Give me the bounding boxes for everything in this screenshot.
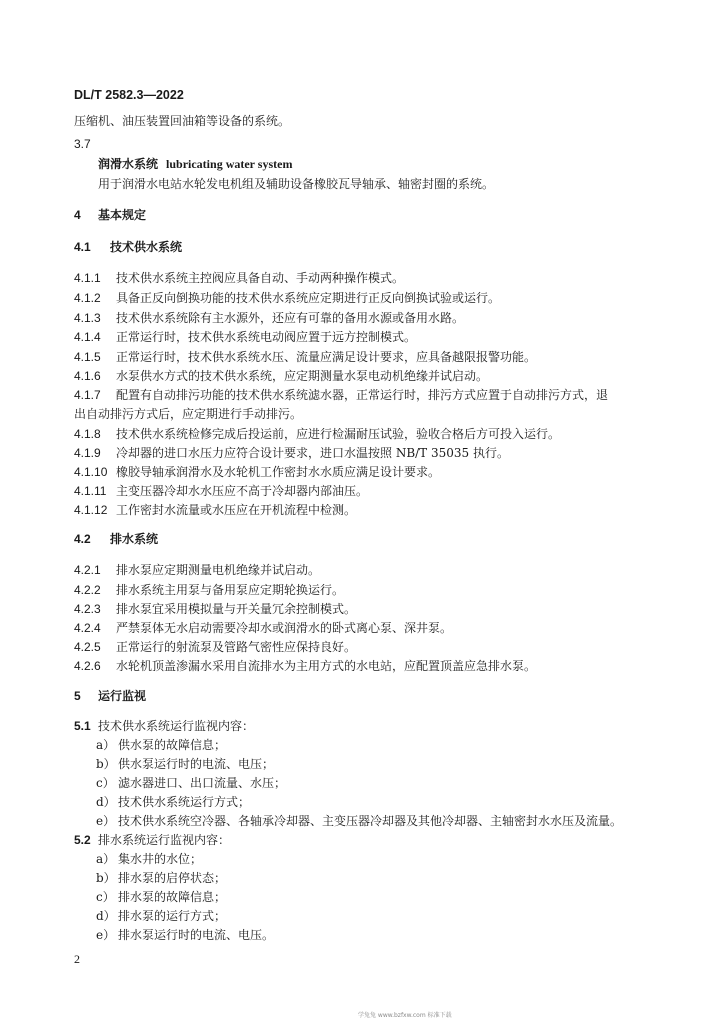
section-4-1-heading: 4.1 技术供水系统 bbox=[74, 240, 183, 254]
clause-4-1-10: 4.1.10 橡胶导轴承润滑水及水轮机工作密封水水质应满足设计要求。 bbox=[74, 465, 441, 479]
clause-4-1-4: 4.1.4 正常运行时，技术供水系统电动阀应置于远方控制模式。 bbox=[74, 330, 417, 344]
clause-4-1-1: 4.1.1 技术供水系统主控阀应具备自动、手动两种操作模式。 bbox=[74, 271, 405, 285]
clause-4-2-4: 4.2.4 严禁泵体无水启动需要冷却水或润滑水的卧式离心泵、深井泵。 bbox=[74, 621, 453, 635]
list-item: e） 技术供水系统空冷器、各轴承冷却器、主变压器冷却器及其他冷却器、主轴密封水水压及流量。 bbox=[96, 814, 623, 828]
list-item: b） 排水泵的启停状态； bbox=[96, 871, 227, 885]
clause-3-6-continuation: 压缩机、油压装置回油箱等设备的系统。 bbox=[74, 114, 291, 128]
list-item: c） 排水泵的故障信息； bbox=[96, 890, 227, 904]
list-item: a） 集水井的水位； bbox=[96, 852, 203, 866]
clause-3-7-definition: 用于润滑水电站水轮发电机组及辅助设备橡胶瓦导轴承、轴密封圈的系统。 bbox=[98, 177, 495, 191]
clause-4-1-8: 4.1.8 技术供水系统检修完成后投运前，应进行检漏耐压试验，验收合格后方可投入运行。 bbox=[74, 427, 561, 441]
footer-watermark: 学兔兔 www.bzfxw.com 标准下载 bbox=[358, 1012, 452, 1019]
clause-4-1-11: 4.1.11 主变压器冷却水水压应不高于冷却器内部油压。 bbox=[74, 484, 369, 498]
clause-4-2-6: 4.2.6 水轮机顶盖渗漏水采用自流排水为主用方式的水电站，应配置顶盖应急排水泵。 bbox=[74, 659, 537, 673]
list-item: d） 技术供水系统运行方式； bbox=[96, 795, 251, 809]
clause-4-1-2: 4.1.2 具备正反向倒换功能的技术供水系统应定期进行正反向倒换试验或运行。 bbox=[74, 291, 501, 305]
section-5-heading: 5 运行监视 bbox=[74, 689, 147, 703]
section-4-2-heading: 4.2 排水系统 bbox=[74, 532, 159, 546]
clause-4-1-3: 4.1.3 技术供水系统除有主水源外，还应有可靠的备用水源或备用水路。 bbox=[74, 311, 465, 325]
clause-4-1-6: 4.1.6 水泵供水方式的技术供水系统，应定期测量水泵电动机绝缘并试启动。 bbox=[74, 369, 489, 383]
list-item: a） 供水泵的故障信息； bbox=[96, 738, 227, 752]
section-5-1-heading: 5.1 技术供水系统运行监视内容： bbox=[74, 719, 255, 733]
page-number: 2 bbox=[74, 952, 80, 966]
term-chinese: 润滑水系统 bbox=[98, 157, 159, 171]
clause-4-2-2: 4.2.2 排水系统主用泵与备用泵应定期轮换运行。 bbox=[74, 583, 345, 597]
clause-3-7-number: 3.7 bbox=[74, 137, 91, 151]
clause-4-1-12: 4.1.12 工作密封水流量或水压应在开机流程中检测。 bbox=[74, 503, 357, 517]
doc-code-header: DL/T 2582.3—2022 bbox=[74, 88, 184, 102]
term-english: lubricating water system bbox=[166, 157, 293, 171]
clause-4-1-9: 4.1.9 冷却器的进口水压力应符合设计要求，进口水温按照 NB/T 35035 执行。 bbox=[74, 446, 509, 460]
clause-4-1-7-continuation: 出自动排污方式后，应定期进行手动排污。 bbox=[74, 407, 303, 421]
clause-4-2-5: 4.2.5 正常运行的射流泵及管路气密性应保持良好。 bbox=[74, 640, 357, 654]
clause-4-2-3: 4.2.3 排水泵宜采用模拟量与开关量冗余控制模式。 bbox=[74, 602, 357, 616]
clause-4-2-1: 4.2.1 排水泵应定期测量电机绝缘并试启动。 bbox=[74, 563, 321, 577]
section-4-heading: 4 基本规定 bbox=[74, 208, 147, 222]
clause-4-1-7: 4.1.7 配置有自动排污功能的技术供水系统滤水器，正常运行时，排污方式应置于自动排污方式，退 bbox=[74, 388, 609, 402]
list-item: b） 供水泵运行时的电流、电压； bbox=[96, 757, 275, 771]
clause-3-7-term bbox=[98, 157, 292, 171]
section-5-2-heading: 5.2 排水系统运行监视内容： bbox=[74, 833, 231, 847]
clause-4-1-5: 4.1.5 正常运行时，技术供水系统水压、流量应满足设计要求，应具备越限报警功能。 bbox=[74, 350, 537, 364]
list-item: e） 排水泵运行时的电流、电压。 bbox=[96, 928, 275, 942]
list-item: d） 排水泵的运行方式； bbox=[96, 909, 227, 923]
list-item: c） 滤水器进口、出口流量、水压； bbox=[96, 776, 287, 790]
